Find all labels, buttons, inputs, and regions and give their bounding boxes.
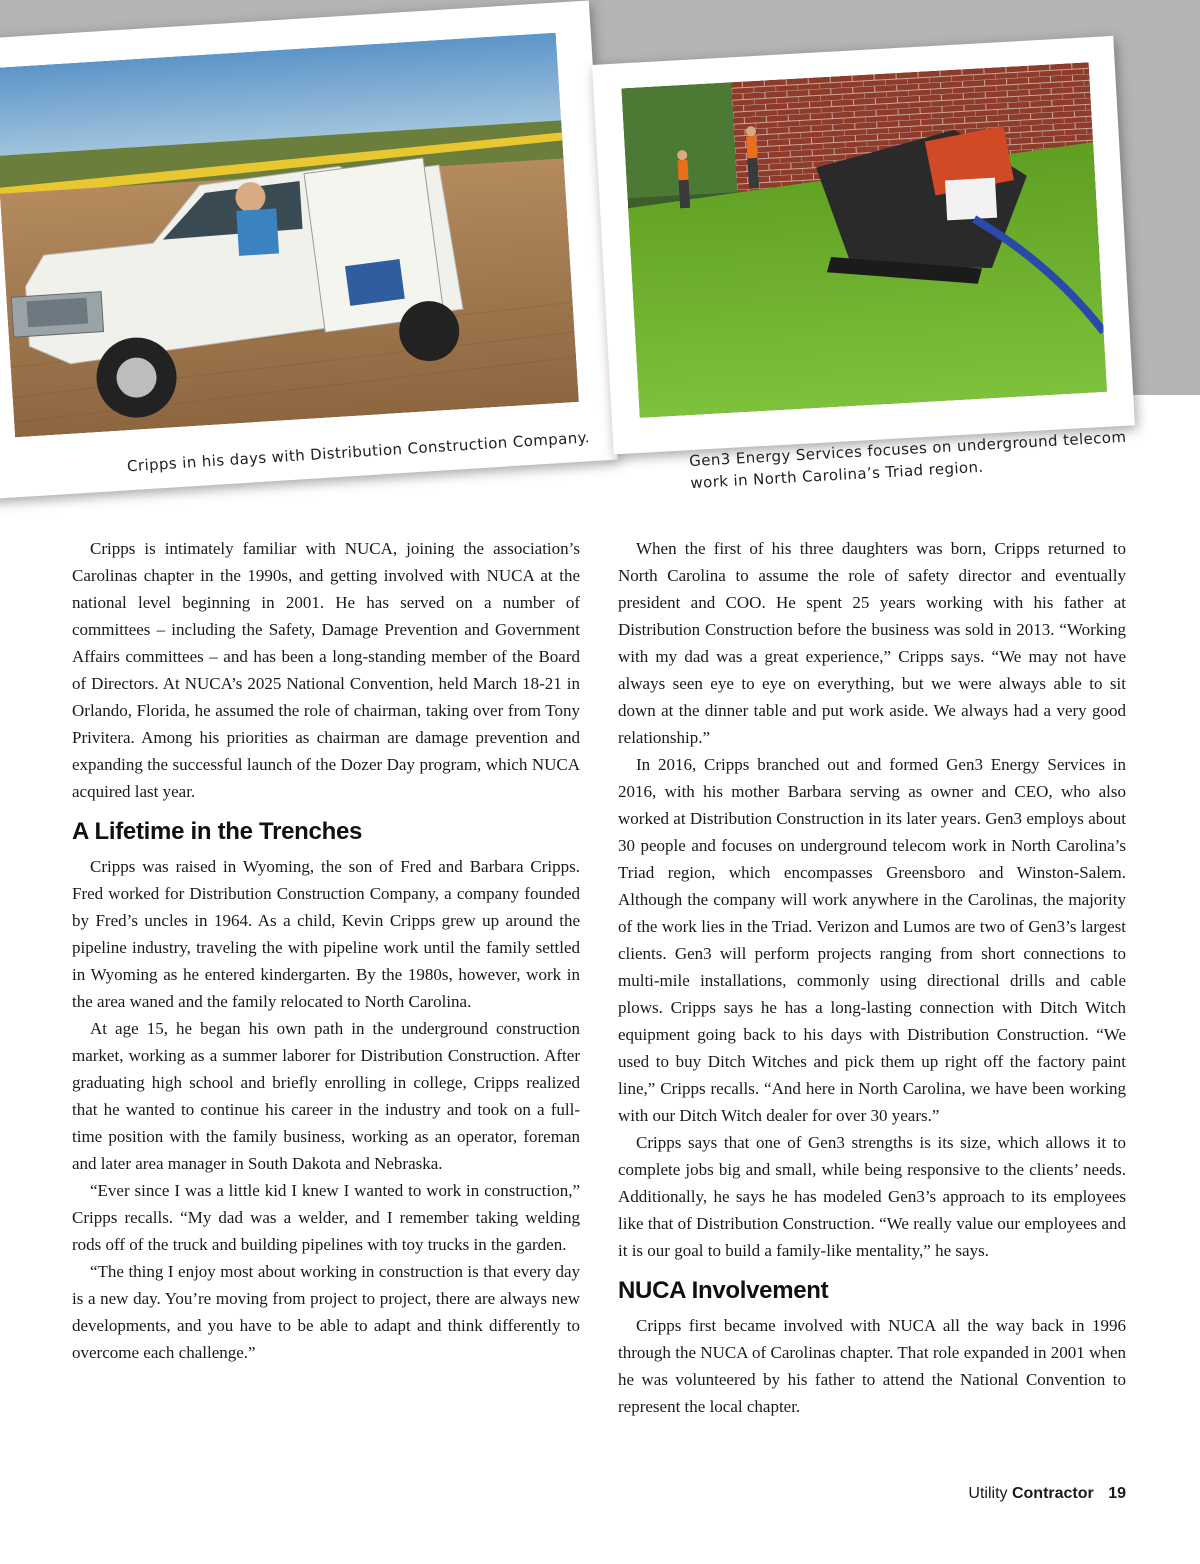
article-column-left bbox=[72, 535, 580, 1366]
page-number: 19 bbox=[1108, 1485, 1126, 1502]
drill-photo bbox=[621, 62, 1107, 418]
paragraph: Cripps says that one of Gen3 strengths is its size, which allows it to complete jobs big and small, while being responsive to the clients’ needs. Additionally, he says he has modeled Gen3’s approach to its employees like that of Distribution Construction. “We really value our employees and it is our goal to build a family-like mentality,” he says. bbox=[618, 1133, 1126, 1260]
section-heading-nuca-involvement: NUCA Involvement bbox=[618, 1277, 829, 1304]
paragraph: In 2016, Cripps branched out and formed Gen3 Energy Services in 2016, with his mother Barbara serving as owner and CEO, who also worked at Distribution Construction in its later years. Gen3 employs about 30 people and focuses on underground telecom work in North Carolina’s Triad region, which encompasses Greensboro and Winston-Salem. Although the company will work anywhere in the Carolinas, the majority of the work lies in the Triad. Verizon and Lumos are two of Gen3’s largest clients. Gen3 will perform projects ranging from short connections to multi-mile installations, commonly using directional drills and cable plows. Cripps says he has a long-lasting connection with Ditch Witch equipment going back to his days with Distribution Construction. “We used to buy Ditch Witches and pick them up right off the factory paint line,” Cripps recalls. “And here in North Carolina, we have been working with our Ditch Witch dealer for over 30 years.” bbox=[618, 755, 1126, 1125]
paragraph: Cripps was raised in Wyoming, the son of Fred and Barbara Cripps. Fred worked for Distribution Construction Company, a company founded by Fred’s uncles in 1964. As a child, Kevin Cripps grew up around the pipeline industry, traveling the with pipeline work until the family settled in Wyoming as he entered kindergarten. By the 1980s, however, work in the area waned and the family relocated to North Carolina. bbox=[72, 857, 580, 1011]
paragraph: “The thing I enjoy most about working in construction is that every day is a new day. You’re moving from project to project, there are always new developments, and you have to be able to adapt and think differently to overcome each challenge.” bbox=[72, 1262, 580, 1362]
section-heading-lifetime: A Lifetime in the Trenches bbox=[72, 818, 363, 845]
photo-caption-drill bbox=[689, 425, 1141, 494]
photo-frame-truck bbox=[0, 0, 618, 499]
page-footer bbox=[968, 1485, 1126, 1503]
paragraph: At age 15, he began his own path in the underground construction market, working as a summer laborer for Distribution Construction. After graduating high school and briefly enrolling in college, Cripps realized that he wanted to continue his career in the industry and took on a full-time position with the family business, working as an operator, foreman and later area manager in South Dakota and Nebraska. bbox=[72, 1019, 580, 1173]
magazine-name-part1: Utility bbox=[968, 1485, 1008, 1502]
paragraph: “Ever since I was a little kid I knew I wanted to work in construction,” Cripps recalls. “My dad was a welder, and I remember taking welding rods off of the truck and building pipelines with toy trucks in the garden. bbox=[72, 1181, 580, 1254]
article-column-right bbox=[618, 535, 1126, 1420]
truck-photo bbox=[0, 33, 579, 438]
paragraph: Cripps is intimately familiar with NUCA, joining the association’s Carolinas chapter in the 1990s, and getting involved with NUCA at the national level beginning in 2001. He has served on a number of committees – including the Safety, Damage Prevention and Government Affairs committees – and has been a long-standing member of the Board of Directors. At NUCA’s 2025 National Convention, held March 18-21 in Orlando, Florida, he assumed the role of chairman, taking over from Tony Privitera. Among his priorities as chairman are damage prevention and expanding the successful launch of the Dozer Day program, which NUCA acquired last year. bbox=[72, 539, 580, 801]
paragraph: When the first of his three daughters was born, Cripps returned to North Carolina to assume the role of safety director and eventually president and COO. He spent 25 years working with his father at Distribution Construction before the business was sold in 2013. “Working with my dad was a great experience,” Cripps says. “We may not have always seen eye to eye on everything, but we were always able to sit down at the dinner table and put work aside. We always had a very good relationship.” bbox=[618, 539, 1126, 747]
photo-caption-drill-text: Gen3 Energy Services focuses on underground telecom work in North Carolina’s Triad region. bbox=[688, 427, 1127, 493]
photo-caption-truck: Cripps in his days with Distribution Construction Company. bbox=[126, 428, 591, 476]
magazine-name-part2: Contractor bbox=[1011, 1485, 1094, 1502]
photo-frame-drill bbox=[592, 36, 1135, 493]
paragraph: Cripps first became involved with NUCA all the way back in 1996 through the NUCA of Carolinas chapter. That role expanded in 2001 when he was volunteered by his father to attend the National Convention to represent the local chapter. bbox=[618, 1316, 1126, 1416]
